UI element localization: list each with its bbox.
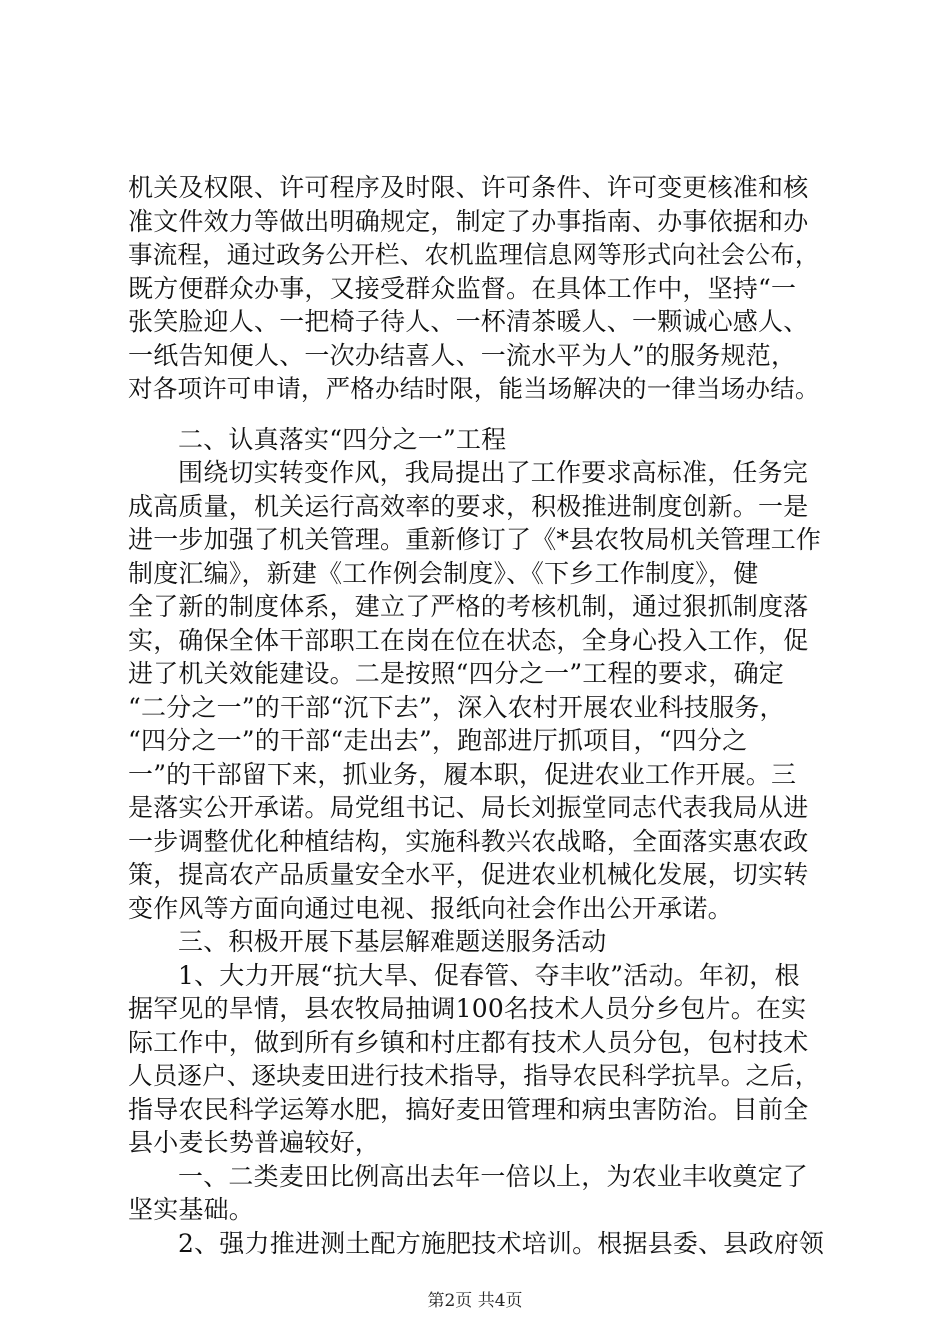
text-line: 机关及权限、许可程序及时限、许可条件、许可变更核准和核 — [128, 173, 809, 202]
paragraph-first-line: 1、大力开展“抗大旱、促春管、夺丰收”活动。年初，根 — [178, 961, 800, 990]
text-line: 对各项许可申请，严格办结时限，能当场解决的一律当场办结。 — [128, 374, 820, 403]
text-line: 一”的干部留下来，抓业务，履本职，促进农业工作开展。三 — [128, 760, 797, 789]
text-line: 进了机关效能建设。二是按照“四分之一”工程的要求，确定 — [128, 659, 784, 688]
section-heading: 三、积极开展下基层解难题送服务活动 — [178, 927, 607, 956]
text-line: 据罕见的旱情，县农牧局抽调100名技术人员分乡包片。在实 — [128, 994, 807, 1023]
text-line: 事流程，通过政务公开栏、农机监理信息网等形式向社会公布， — [128, 240, 820, 269]
text-line: 制度汇编》，新建《工作例会制度》、《下乡工作制度》，健 — [128, 559, 759, 588]
text-line: “二分之一”的干部“沉下去”，深入农村开展农业科技服务， — [128, 693, 785, 722]
text-line: 全了新的制度体系，建立了严格的考核机制，通过狠抓制度落 — [128, 592, 809, 621]
text-line: 张笑脸迎人、一把椅子待人、一杯清茶暖人、一颗诚心感人、 — [128, 307, 809, 336]
text-line: 坚实基础。 — [128, 1195, 255, 1224]
text-line: 实，确保全体干部职工在岗在位在状态，全身心投入工作，促 — [128, 626, 809, 655]
page-footer: 第2页 共4页 — [427, 1291, 523, 1311]
text-line: 进一步加强了机关管理。重新修订了《*县农牧局机关管理工作 — [128, 525, 822, 554]
text-line: 策，提高农产品质量安全水平，促进农业机械化发展，切实转 — [128, 860, 809, 889]
section-heading: 二、认真落实“四分之一”工程 — [178, 425, 507, 454]
text-line: 际工作中，做到所有乡镇和村庄都有技术人员分包，包村技术 — [128, 1028, 809, 1057]
text-line: 县小麦长势普遍较好， — [128, 1128, 381, 1157]
text-line: 准文件效力等做出明确规定，制定了办事指南、办事依据和办 — [128, 207, 809, 236]
text-line: 既方便群众办事，又接受群众监督。在具体工作中，坚持“一 — [128, 274, 797, 303]
text-line: 成高质量，机关运行高效率的要求，积极推进制度创新。一是 — [128, 492, 809, 521]
paragraph-first-line: 2、强力推进测土配方施肥技术培训。根据县委、县政府领 — [178, 1229, 825, 1258]
text-line: 指导农民科学运筹水肥，搞好麦田管理和病虫害防治。目前全 — [128, 1095, 809, 1124]
paragraph-first-line: 一、二类麦田比例高出去年一倍以上，为农业丰收奠定了 — [178, 1162, 809, 1191]
text-line: 变作风等方面向通过电视、报纸向社会作出公开承诺。 — [128, 894, 733, 923]
text-line: 人员逐户、逐块麦田进行技术指导，指导农民科学抗旱。之后， — [128, 1061, 820, 1090]
paragraph-first-line: 围绕切实转变作风，我局提出了工作要求高标准，任务完 — [178, 458, 809, 487]
text-line: 一步调整优化种植结构，实施科教兴农战略，全面落实惠农政 — [128, 827, 809, 856]
text-line: 一纸告知便人、一次办结喜人、一流水平为人”的服务规范， — [128, 341, 797, 370]
text-line: “四分之一”的干部“走出去”，跑部进厅抓项目，“四分之 — [128, 726, 748, 755]
text-line: 是落实公开承诺。局党组书记、局长刘振堂同志代表我局从进 — [128, 793, 809, 822]
